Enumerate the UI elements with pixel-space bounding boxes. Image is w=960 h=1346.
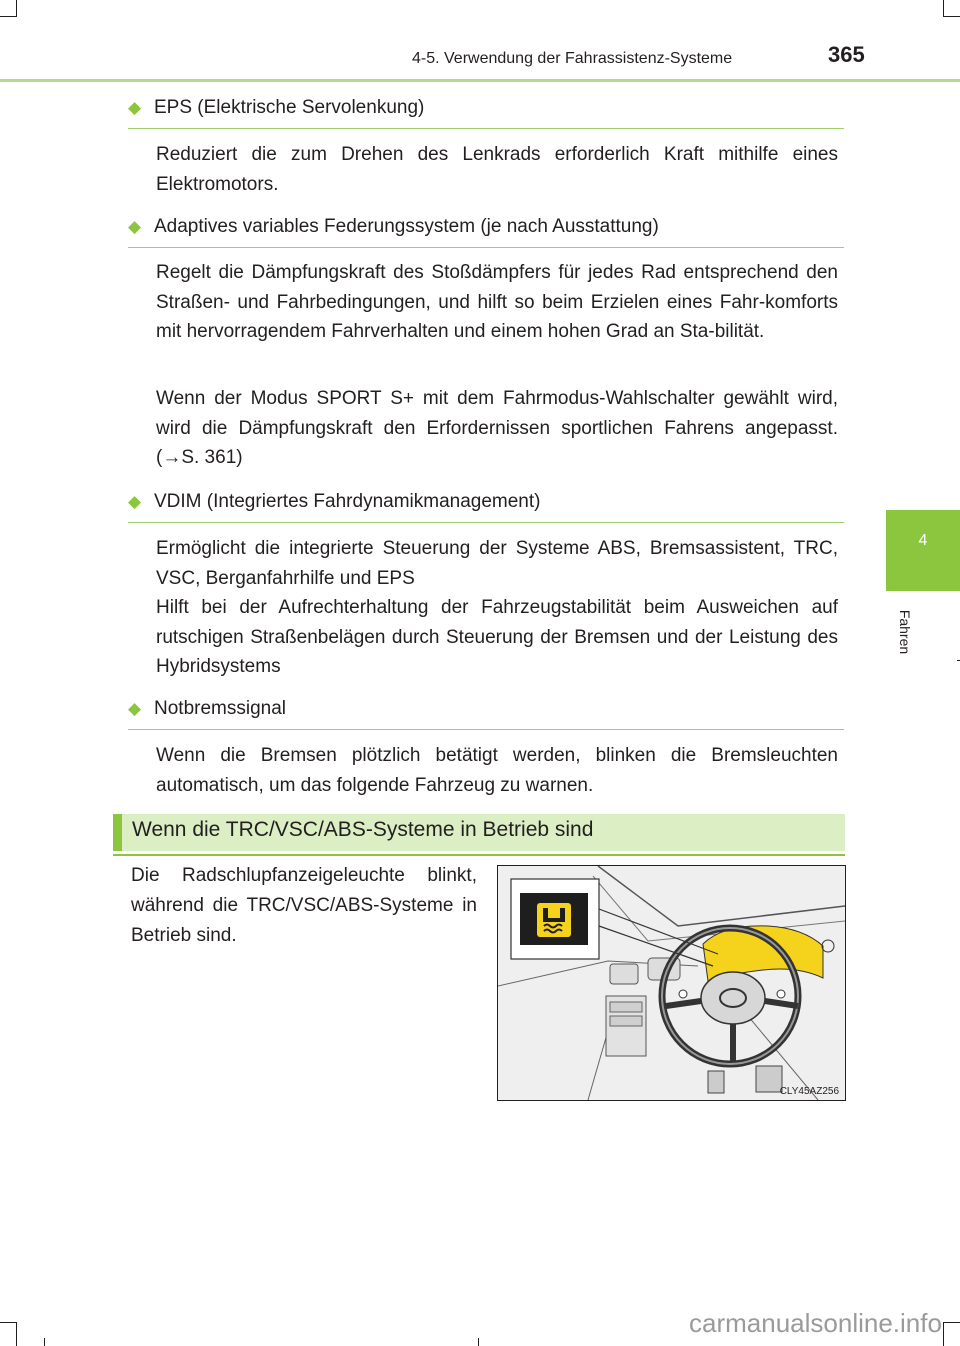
subsection-banner <box>113 814 845 851</box>
figure-code: CLY45AZ256 <box>779 1086 839 1097</box>
section-emergency-brake-signal <box>128 696 844 730</box>
banner-accent <box>113 814 122 851</box>
section-adaptive-suspension <box>128 214 844 248</box>
crop-mark <box>16 1322 17 1346</box>
chapter-tab <box>886 510 960 591</box>
crop-mark <box>0 16 17 17</box>
diamond-bullet-icon: ◆ <box>128 98 142 117</box>
section-heading <box>128 214 844 240</box>
section-heading <box>128 696 844 722</box>
crop-mark <box>0 1322 17 1323</box>
subsection-text: Die Radschlupfanzeigeleuchte blinkt, während die TRC/VSC/ABS-Systeme in Betrieb sind. <box>131 865 477 946</box>
paragraph: Ermöglicht die integrierte Steuerung der Systeme ABS, Bremsassistent, TRC, VSC, Berganfahrhilfe und EPS <box>156 538 838 589</box>
section-title: Adaptives variables Federungssystem (je nach Ausstattung) <box>154 216 659 237</box>
paragraph: Reduziert die zum Drehen des Lenkrads erforderlich Kraft mithilfe eines Elektromotors. <box>156 144 838 195</box>
chapter-side-label-text: Fahren <box>897 609 913 655</box>
section-rule <box>128 128 844 129</box>
section-vdim <box>128 489 844 523</box>
dashboard-illustration <box>497 865 846 1101</box>
crop-mark <box>943 0 944 17</box>
paragraph: Regelt die Dämpfungskraft des Stoßdämpfers für jedes Rad entsprechend den Straßen- und Fahrbedingungen, und hilft so beim Erzielen eines Fahr-komforts mit hervorragendem Fahrverhalten und einem hohen Grad an Sta-bilität. <box>156 262 838 342</box>
section-heading <box>128 95 844 121</box>
banner-rule <box>113 854 845 856</box>
subsection-title: Wenn die TRC/VSC/ABS-Systeme in Betrieb sind <box>132 818 594 841</box>
crop-mark <box>943 1322 960 1323</box>
crop-mark <box>943 1322 944 1346</box>
paragraph: Wenn der Modus SPORT S+ mit dem Fahrmodus-Wahlschalter gewählt wird, wird die Dämpfungskraft den Erfordernissen sportlichen Fahrens angepasst. (→S. 361) <box>156 388 838 468</box>
chapter-tab-number: 4 <box>918 532 928 549</box>
watermark: carmanualsonline.info <box>689 1308 942 1338</box>
section-title: Notbremssignal <box>154 698 286 719</box>
section-rule <box>128 729 844 730</box>
paragraph: Wenn die Bremsen plötzlich betätigt werden, blinken die Bremsleuchten automatisch, um das folgende Fahrzeug zu warnen. <box>156 745 838 796</box>
page-number: 365 <box>828 42 865 67</box>
section-eps <box>128 95 844 129</box>
diamond-bullet-icon: ◆ <box>128 699 142 718</box>
crop-mark <box>943 16 960 17</box>
section-rule <box>128 247 844 248</box>
diamond-bullet-icon: ◆ <box>128 492 142 511</box>
section-title: EPS (Elektrische Servolenkung) <box>154 97 425 118</box>
crop-mark <box>44 1338 45 1346</box>
crop-mark <box>16 0 17 17</box>
section-title: VDIM (Integriertes Fahrdynamikmanagement) <box>154 491 541 512</box>
header-rule <box>0 79 960 82</box>
section-heading <box>128 489 844 515</box>
chapter-side-label <box>895 604 915 664</box>
diamond-bullet-icon: ◆ <box>128 217 142 236</box>
chapter-title: 4-5. Verwendung der Fahrassistenz-Systeme <box>412 50 733 67</box>
paragraph: Hilft bei der Aufrechterhaltung der Fahrzeugstabilität beim Ausweichen auf rutschigen Straßenbelägen durch Steuerung der Bremsen und der Leistung des Hybridsystems <box>156 597 838 677</box>
crop-mark <box>478 1338 479 1346</box>
steering-wheel-illustration <box>498 866 845 1100</box>
section-rule <box>128 522 844 523</box>
